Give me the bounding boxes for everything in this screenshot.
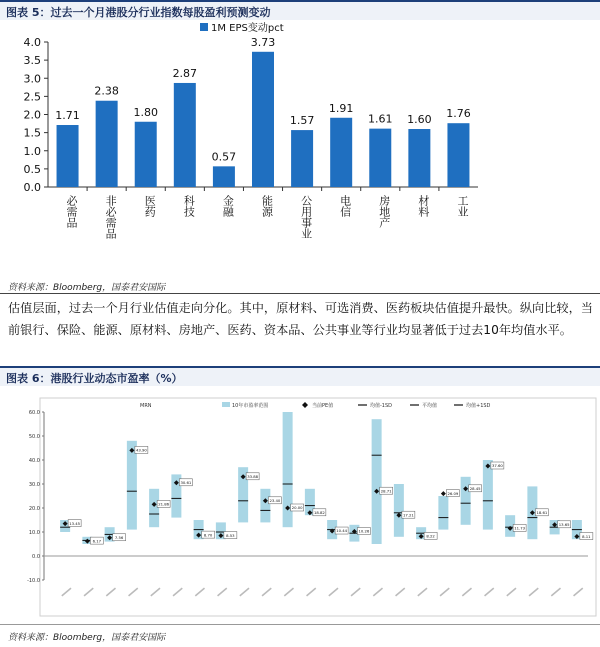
- eps-bar: [408, 129, 430, 187]
- y-tick-label: 40.0: [28, 458, 40, 464]
- y-tick-label: 10.0: [28, 530, 40, 536]
- figure-6-source: 资料来源：Bloomberg，国泰君安国际: [8, 633, 166, 643]
- eps-bar: [96, 101, 118, 187]
- current-pe-marker: [441, 491, 446, 496]
- current-pe-label: 8.53: [226, 532, 235, 538]
- y-tick-label: 1.0: [23, 144, 41, 158]
- category-label-placeholder: [529, 588, 539, 597]
- category-label-placeholder: [128, 588, 138, 597]
- category-label-placeholder: [84, 588, 94, 597]
- sector-pe-range-chart: [0, 390, 600, 622]
- eps-bar: [174, 83, 196, 187]
- y-tick-label: 3.0: [23, 72, 41, 86]
- category-label-placeholder: [217, 588, 227, 597]
- legend-swatch: [200, 23, 208, 31]
- bar-value-label: 1.61: [368, 112, 393, 126]
- bar-value-label: 1.57: [289, 114, 315, 128]
- current-pe-label: 11.73: [514, 525, 526, 531]
- category-label-placeholder: [239, 588, 249, 597]
- legend-label: 平均值: [422, 403, 438, 409]
- legend-label: 均值+1SD: [466, 403, 491, 409]
- y-tick-label: 3.5: [23, 54, 41, 68]
- current-pe-label: 13.45: [69, 520, 81, 526]
- y-tick-label: 20.0: [28, 506, 40, 512]
- eps-bar: [252, 52, 274, 187]
- current-pe-label: 43.90: [135, 447, 147, 453]
- current-pe-label: 37.60: [491, 463, 503, 469]
- valuation-paragraph: 估值层面，过去一个月行业估值走向分化。其中，原材料、可选消费、医药板块估值提升最快。纵向比较，当前银行、保险、能源、原材料、房地产、医药、资本品、公共事业等行业均显著低于过去10年均值水平。: [8, 301, 593, 337]
- figure-5-source: 资料来源：Bloomberg，国泰君安国际: [8, 283, 166, 293]
- y-tick-label: 1.5: [23, 126, 41, 140]
- y-tick-label: 60.0: [28, 410, 40, 416]
- eps-bar: [291, 130, 313, 187]
- category-label: 材料: [416, 195, 430, 217]
- legend-label: 均值-1SD: [370, 403, 393, 409]
- y-tick-label: -10.0: [27, 578, 40, 584]
- category-label-placeholder: [61, 588, 71, 597]
- eps-bar: [57, 125, 79, 187]
- current-pe-label: 23.40: [269, 498, 281, 503]
- category-label: 科技: [182, 195, 196, 217]
- current-pe-label: 7.56: [114, 534, 124, 540]
- category-label-placeholder: [306, 588, 316, 597]
- pe-range-bar: [260, 489, 270, 523]
- category-label-placeholder: [373, 588, 383, 597]
- y-tick-label: 2.5: [23, 90, 41, 104]
- category-label-placeholder: [417, 588, 427, 597]
- current-pe-label: 20.00: [291, 505, 303, 511]
- y-tick-label: 30.0: [28, 482, 40, 488]
- category-label-placeholder: [395, 588, 405, 597]
- current-pe-label: 21.86: [158, 501, 170, 507]
- y-tick-label: 2.0: [23, 108, 41, 122]
- pe-range-bar: [127, 441, 137, 530]
- y-tick-label: 0.5: [23, 162, 41, 176]
- category-label-placeholder: [173, 588, 183, 597]
- legend-label: 当前PE值: [312, 403, 334, 409]
- figure-5-header: [0, 0, 600, 20]
- y-tick-label: 0.0: [23, 181, 41, 194]
- category-label-placeholder: [573, 588, 583, 597]
- eps-bar: [330, 118, 352, 187]
- figure-6-rule: [0, 624, 600, 625]
- pe-range-bar: [394, 484, 404, 537]
- bar-value-label: 1.76: [446, 107, 471, 121]
- legend-marker: [302, 402, 308, 408]
- y-tick-label: 4.0: [23, 36, 41, 49]
- category-label-placeholder: [284, 588, 294, 597]
- eps-bar: [447, 123, 469, 187]
- pe-range-bar: [461, 477, 471, 525]
- current-pe-label: 30.61: [180, 480, 192, 485]
- legend-label: MRN: [140, 403, 152, 409]
- category-label: 工业: [455, 195, 469, 217]
- category-label: 能源: [260, 195, 274, 217]
- current-pe-label: 17.21: [402, 512, 414, 518]
- category-label: 医药: [143, 195, 157, 217]
- figure-6-header: [0, 366, 600, 386]
- current-pe-label: 28.45: [469, 486, 481, 491]
- current-pe-label: 18.61: [536, 510, 548, 515]
- category-label-placeholder: [484, 588, 494, 597]
- category-label-placeholder: [328, 588, 338, 597]
- chart-6-frame: [40, 398, 596, 616]
- category-label-placeholder: [262, 588, 272, 597]
- bar-value-label: 1.60: [407, 113, 432, 126]
- category-label-placeholder: [506, 588, 516, 597]
- category-label: 非必需品: [104, 195, 118, 239]
- category-label: 房地产: [377, 195, 391, 228]
- category-label-placeholder: [106, 588, 116, 597]
- category-label-placeholder: [351, 588, 361, 597]
- figure-6-title: 图表 6：港股行业动态市盈率（%）: [6, 372, 183, 385]
- current-pe-label: 8.22: [426, 533, 435, 539]
- category-label: 金融: [221, 195, 235, 217]
- legend-label: 1M EPS变动pct: [211, 23, 284, 34]
- y-tick-label: 0.0: [32, 554, 40, 560]
- pe-range-bar: [438, 496, 448, 530]
- current-pe-label: 28.71: [380, 488, 392, 494]
- category-label: 公用事业: [299, 195, 313, 239]
- y-tick-label: 50.0: [28, 434, 40, 440]
- pe-range-bar: [483, 460, 493, 530]
- current-pe-label: 18.82: [313, 510, 325, 515]
- pe-range-bar: [149, 489, 159, 527]
- category-label: 必需品: [65, 195, 79, 228]
- category-label-placeholder: [551, 588, 561, 597]
- current-pe-label: 6.17: [92, 538, 102, 544]
- bar-value-label: 1.80: [133, 105, 158, 119]
- figure-5-bottom-rule: [0, 293, 600, 294]
- bar-value-label: 0.57: [211, 150, 237, 164]
- current-pe-label: 10.26: [358, 528, 370, 534]
- bar-value-label: 2.38: [94, 84, 119, 98]
- bar-value-label: 3.73: [250, 35, 276, 49]
- eps-bar: [369, 129, 391, 187]
- current-pe-label: 13.65: [558, 522, 570, 527]
- legend-swatch: [222, 402, 230, 407]
- bar-value-label: 1.71: [55, 109, 80, 123]
- category-label-placeholder: [195, 588, 205, 597]
- category-label-placeholder: [440, 588, 450, 597]
- eps-bar: [213, 166, 235, 187]
- eps-change-bar-chart: [0, 20, 600, 278]
- current-pe-label: 33.88: [247, 474, 259, 479]
- figure-5-title: 图表 5：过去一个月港股分行业指数每股盈利预测变动: [6, 6, 271, 19]
- current-pe-label: 10.44: [336, 528, 348, 534]
- category-label: 电信: [338, 195, 352, 217]
- current-pe-label: 8.11: [582, 533, 591, 539]
- legend-label: 10年市盈率范围: [232, 403, 269, 409]
- pe-range-bar: [372, 419, 382, 544]
- eps-bar: [135, 122, 157, 187]
- current-pe-label: 8.70: [203, 532, 213, 538]
- category-label-placeholder: [462, 588, 472, 597]
- bar-value-label: 2.87: [172, 66, 198, 80]
- bar-value-label: 1.91: [328, 101, 354, 115]
- category-label-placeholder: [150, 588, 160, 597]
- current-pe-label: 26.09: [447, 490, 459, 496]
